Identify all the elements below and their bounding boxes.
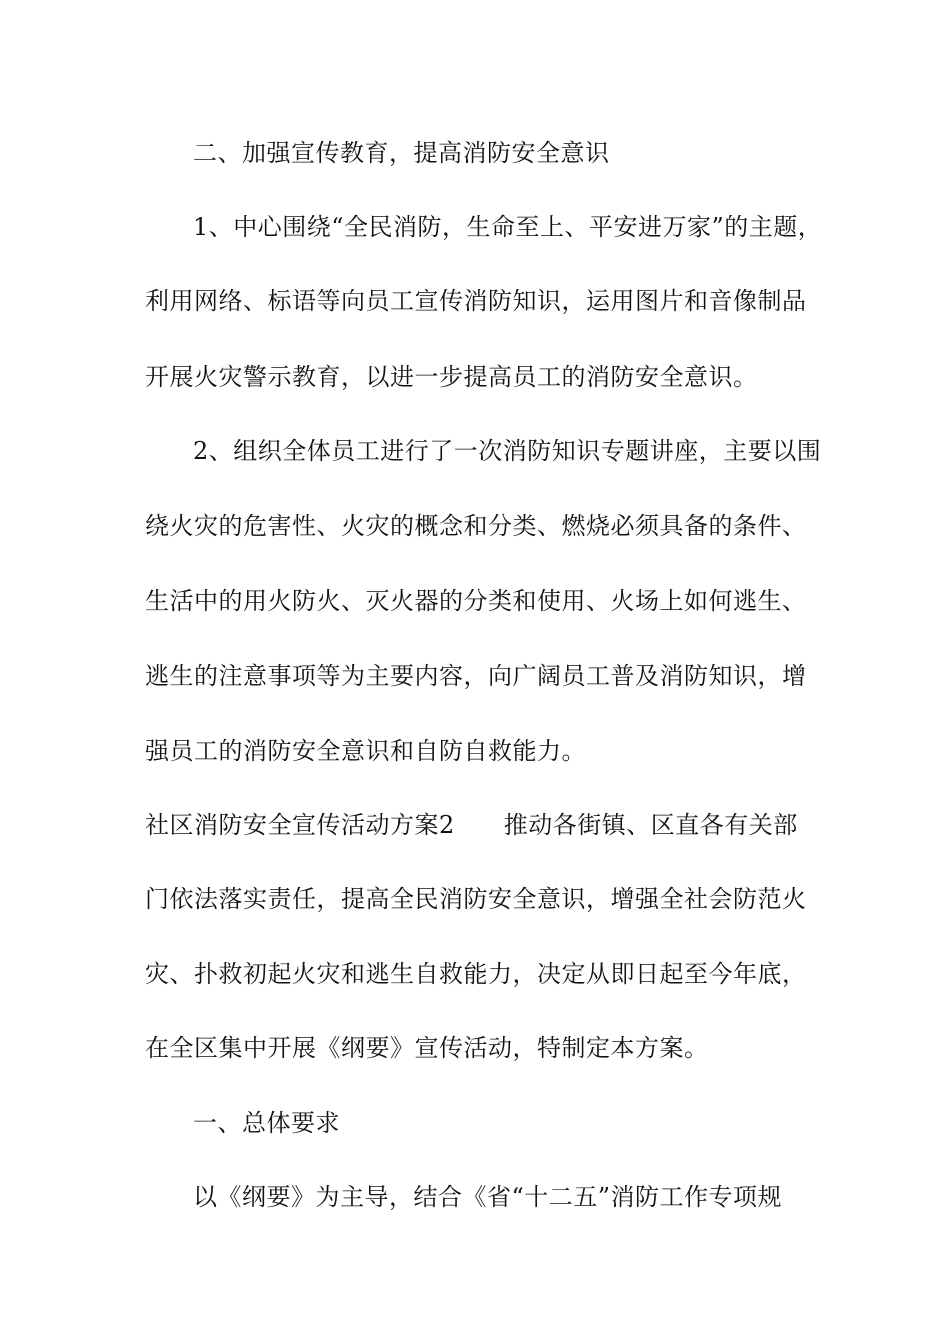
paragraph-line: 灾、扑救初起火灾和逃生自救能力，决定从即日起至今年底，	[145, 960, 807, 988]
paragraph-line: 绕火灾的危害性、火灾的概念和分类、燃烧必须具备的条件、	[145, 512, 807, 540]
paragraph-line: 开展火灾警示教育，以进一步提高员工的消防安全意识。	[145, 363, 758, 391]
paragraph-line: 以《纲要》为主导，结合《省“十二五”消防工作专项规	[193, 1183, 783, 1211]
paragraph-line: 2、组织全体员工进行了一次消防知识专题讲座，主要以围	[193, 437, 822, 465]
paragraph-line: 社区消防安全宣传活动方案2 推动各街镇、区直各有关部	[145, 811, 798, 839]
paragraph-line: 在全区集中开展《纲要》宣传活动，特制定本方案。	[145, 1034, 709, 1062]
paragraph-line: 强员工的消防安全意识和自防自救能力。	[145, 737, 586, 765]
section-heading-1: 一、总体要求	[193, 1109, 340, 1137]
paragraph-line: 利用网络、标语等向员工宣传消防知识，运用图片和音像制品	[145, 287, 807, 315]
paragraph-line: 生活中的用火防火、灭火器的分类和使用、火场上如何逃生、	[145, 587, 807, 615]
paragraph-line: 逃生的注意事项等为主要内容，向广阔员工普及消防知识，增	[145, 662, 807, 690]
section-heading-2: 二、加强宣传教育，提高消防安全意识	[193, 139, 610, 167]
paragraph-line: 门依法落实责任，提高全民消防安全意识，增强全社会防范火	[145, 885, 807, 913]
paragraph-line: 1、中心围绕“全民消防，生命至上、平安进万家”的主题，	[193, 213, 823, 241]
